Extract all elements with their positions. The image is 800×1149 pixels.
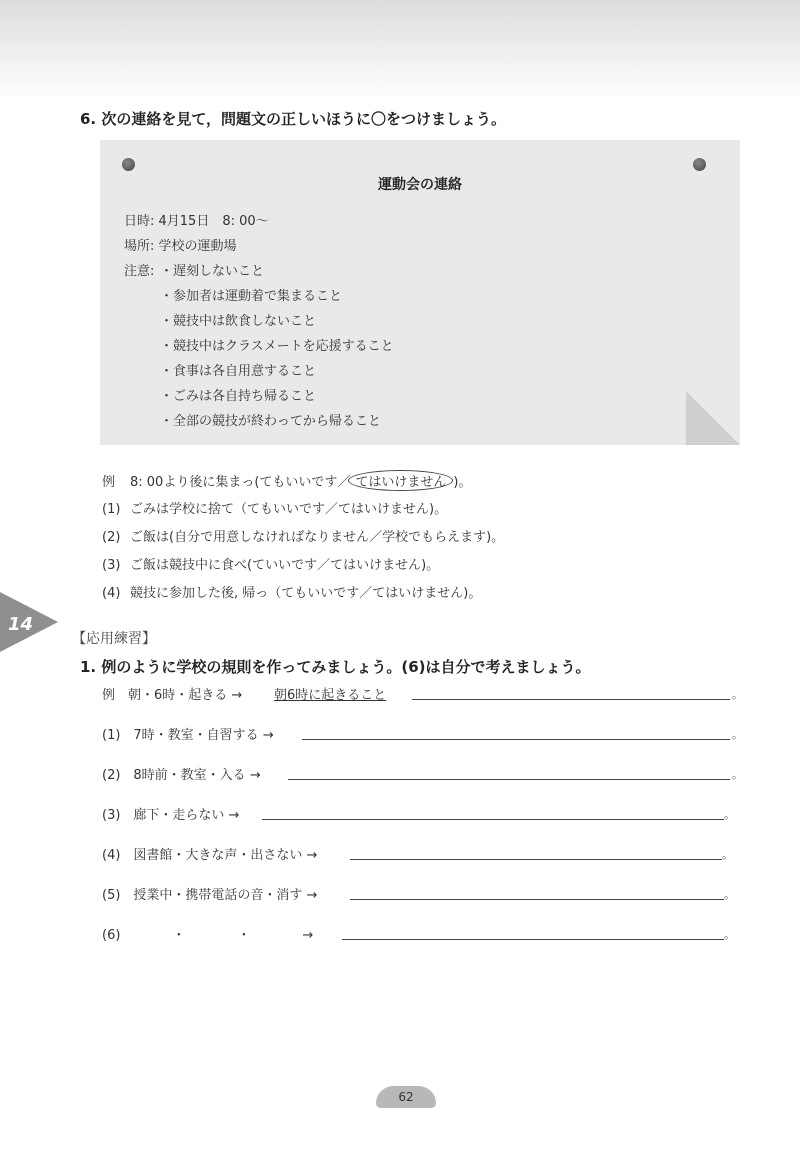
exercise-6-title: 6. 次の連絡を見て，問題文の正しいほうに〇をつけましょう。 [80,110,507,128]
example-before: 8: 00より後に集まっ(てもいいです／ [130,475,351,490]
rule-item-5 [102,884,742,902]
answer-line [412,699,730,700]
example-label: 例 朝・6時・起きる → [102,688,243,703]
answer-line[interactable] [342,939,724,940]
rule-item-3 [102,804,742,822]
period: 。 [732,728,743,741]
section-heading: 【応用練習】 [72,631,156,647]
period: 。 [724,808,735,821]
question-3 [102,554,439,573]
item-label: (1) 7時・教室・自習する → [102,728,274,743]
answer-line[interactable] [350,859,722,860]
notice-cautions-label: 注意: [124,264,155,279]
rule-item-2 [102,764,742,782]
circled-answer: てはいけません [348,470,453,491]
example-after: )。 [453,475,472,490]
caution-item: ・競技中は飲食しないこと [160,314,317,329]
question-text: ご飯は競技中に食べ(ていいです／てはいけません)。 [130,558,440,573]
applied-exercise-title: 1. 例のように学校の規則を作ってみましょう。(6)は自分で考えましょう。 [80,658,591,676]
example-num: 例 [102,475,116,490]
answer-line[interactable] [288,779,730,780]
answer-line[interactable] [262,819,724,820]
caution-item: ・遅刻しないこと [160,264,265,279]
period: 。 [724,888,735,901]
rule-item-4 [102,844,742,862]
question-num: (3) [102,558,121,573]
caution-item: ・全部の競技が終わってから帰ること [160,414,381,429]
question-1 [102,498,447,517]
caution-item: ・競技中はクラスメートを応援すること [160,339,394,354]
chapter-number: 14 [8,614,34,635]
item-label: (5) 授業中・携帯電話の音・消す → [102,888,318,903]
answer-line[interactable] [350,899,724,900]
question-num: (4) [102,586,121,601]
question-text: 競技に参加した後, 帰っ（てもいいです／てはいけません)。 [130,586,482,601]
notice-date: 日時: 4月15日 8: 00～ [124,214,269,229]
item-label: (4) 図書館・大きな声・出さない → [102,848,318,863]
rule-item-6 [102,924,742,942]
pin-icon [122,158,135,171]
question-text: ご飯は(自分で用意しなければなりません／学校でもらえます)。 [130,530,505,545]
period: 。 [732,768,743,781]
item-label: (2) 8時前・教室・入る → [102,768,261,783]
item-label: (3) 廊下・走らない → [102,808,240,823]
top-shade [0,0,800,100]
period: 。 [724,928,735,941]
period: 。 [732,688,743,701]
question-num: (2) [102,530,121,545]
question-text: ごみは学校に捨て（てもいいです／てはいけません)。 [130,502,448,517]
notice-place: 場所: 学校の運動場 [124,239,237,254]
example-answer: 朝6時に起きること [274,688,387,703]
example-sentence [102,470,472,491]
caution-item: ・ごみは各自持ち帰ること [160,389,317,404]
answer-line[interactable] [302,739,730,740]
notice-board [100,140,740,445]
rule-item-1 [102,724,742,742]
question-2 [102,526,504,545]
notice-title: 運動会の連絡 [378,177,462,193]
caution-item: ・参加者は運動着で集まること [160,289,343,304]
question-num: (1) [102,502,121,517]
item-label: (6) ・ ・ → [102,928,314,943]
example-row [102,684,742,702]
period: 。 [722,848,733,861]
caution-item: ・食事は各自用意すること [160,364,317,379]
page-fold [686,391,740,445]
page-number: 62 [376,1086,436,1108]
question-4 [102,582,481,601]
pin-icon [693,158,706,171]
